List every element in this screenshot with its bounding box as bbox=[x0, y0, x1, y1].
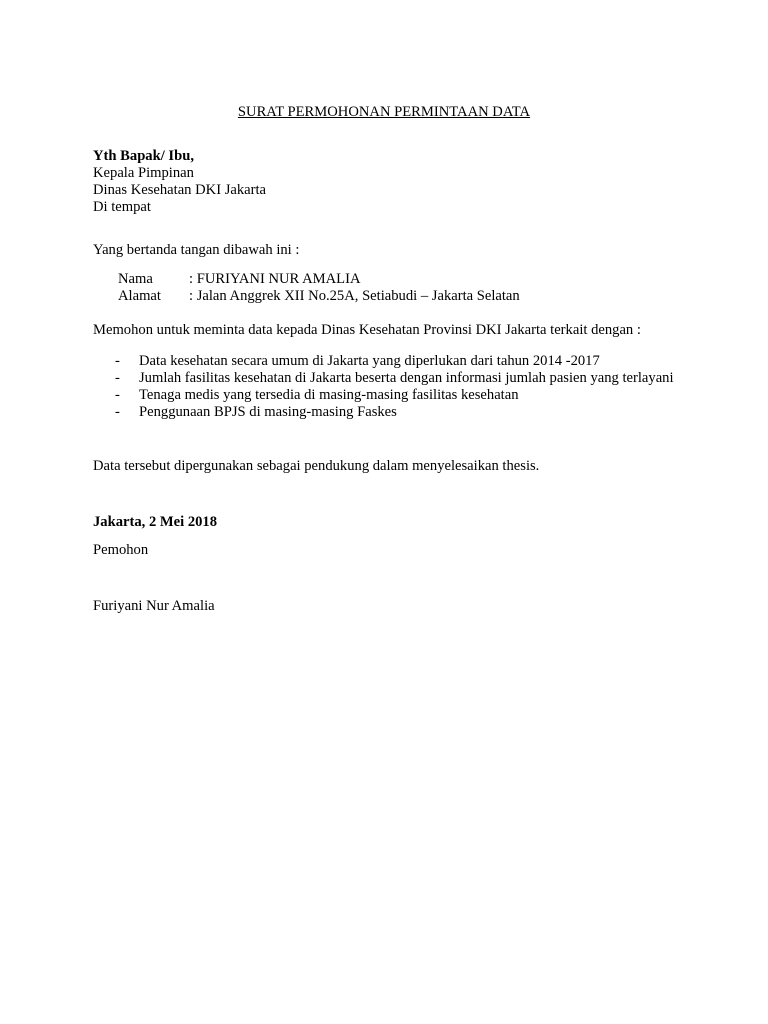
request-text: Memohon untuk meminta data kepada Dinas Kesehatan Provinsi DKI Jakarta terkait dengan : bbox=[93, 322, 641, 338]
list-item bbox=[115, 370, 675, 387]
purpose-text: Data tersebut dipergunakan sebagai pendukung dalam menyelesaikan thesis. bbox=[93, 458, 540, 474]
intro-text: Yang bertanda tangan dibawah ini : bbox=[93, 242, 300, 258]
recipient-line: Kepala Pimpinan bbox=[93, 165, 194, 181]
bullet-marker: - bbox=[115, 353, 120, 369]
signature-name: Furiyani Nur Amalia bbox=[93, 598, 215, 614]
list-item-text: Tenaga medis yang tersedia di masing-masing fasilitas kesehatan bbox=[139, 387, 519, 403]
bullet-marker: - bbox=[115, 387, 120, 403]
list-item-text: Penggunaan BPJS di masing-masing Faskes bbox=[139, 404, 397, 420]
list-item bbox=[115, 387, 675, 404]
applicant-fields bbox=[118, 271, 520, 305]
list-item bbox=[115, 353, 675, 370]
field-value: : Jalan Anggrek XII No.25A, Setiabudi – Jakarta Selatan bbox=[189, 288, 520, 304]
field-row-address bbox=[118, 288, 520, 305]
salutation: Yth Bapak/ Ibu, bbox=[93, 148, 194, 164]
bullet-marker: - bbox=[115, 370, 120, 386]
field-label: Nama bbox=[118, 271, 153, 287]
field-value: : FURIYANI NUR AMALIA bbox=[189, 271, 361, 287]
letter-title: SURAT PERMOHONAN PERMINTAAN DATA bbox=[237, 104, 531, 120]
recipient-line: Di tempat bbox=[93, 199, 151, 215]
field-label: Alamat bbox=[118, 288, 161, 304]
bullet-marker: - bbox=[115, 404, 120, 420]
list-item-text: Jumlah fasilitas kesehatan di Jakarta beserta dengan informasi jumlah pasien yang terlayani bbox=[139, 370, 674, 386]
recipient-line: Dinas Kesehatan DKI Jakarta bbox=[93, 182, 267, 198]
list-item-text: Data kesehatan secara umum di Jakarta yang diperlukan dari tahun 2014 -2017 bbox=[139, 353, 600, 369]
list-item bbox=[115, 404, 675, 421]
applicant-label: Pemohon bbox=[93, 542, 149, 558]
recipient-block bbox=[93, 148, 693, 216]
place-date: Jakarta, 2 Mei 2018 bbox=[93, 514, 218, 530]
field-row-name bbox=[118, 271, 520, 288]
requested-data-list bbox=[115, 353, 675, 421]
